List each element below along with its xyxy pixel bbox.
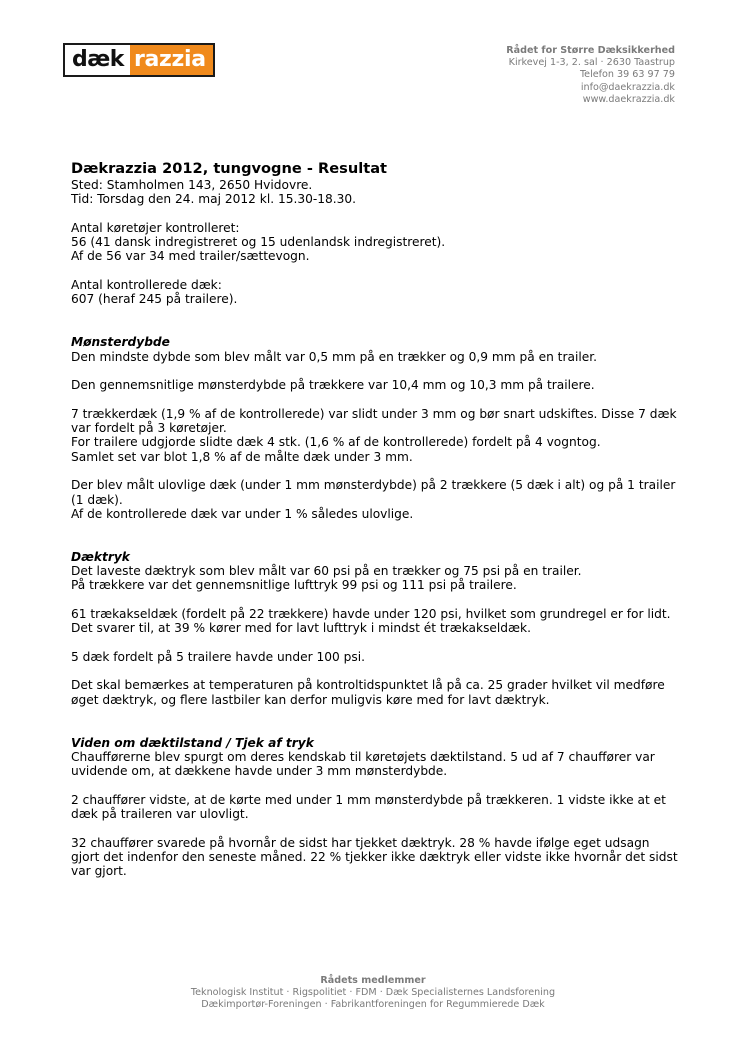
intro-vehicles-count: 56 (41 dansk indregistreret og 15 udenlandsk indregistreret). <box>71 235 446 250</box>
footer <box>0 975 746 1011</box>
document-body <box>71 160 681 879</box>
section-heading-knowledge: Viden om dæktilstand / Tjek af tryk <box>71 735 314 750</box>
footer-members-line: Teknologisk Institut · Rigspolitiet · FDM · Dæk Specialisternes Landsforening <box>190 987 556 998</box>
contact-phone: Telefon 39 63 97 79 <box>579 69 675 81</box>
contact-block <box>506 45 675 106</box>
daekrazzia-logo <box>63 43 215 77</box>
logo-text-razzia: razzia <box>130 45 213 75</box>
contact-address: Kirkevej 1-3, 2. sal · 2630 Taastrup <box>508 57 675 69</box>
intro-tyres-label: Antal kontrollerede dæk: <box>71 278 222 293</box>
tread-paragraph: Samlet set var blot 1,8 % af de målte dæk under 3 mm. <box>71 449 413 464</box>
intro-time: Tid: Torsdag den 24. maj 2012 kl. 15.30-18.30. <box>71 192 356 207</box>
pressure-paragraph: 61 trækakseldæk (fordelt på 22 trækkere) havde under 120 psi, hvilket som grundregel er for lidt. Det svarer til, at 39 % kører med for lavt lufttryk i mindst ét trækakseldæk. <box>71 606 671 636</box>
contact-web: www.daekrazzia.dk <box>582 93 675 105</box>
footer-members-line: Dækimportør-Foreningen · Fabrikantforeningen for Regummierede Dæk <box>201 999 545 1010</box>
pressure-paragraph: 5 dæk fordelt på 5 trailere havde under 100 psi. <box>71 649 365 664</box>
knowledge-paragraph: 2 chauffører vidste, at de kørte med under 1 mm mønsterdybde på trækkeren. 1 vidste ikke at et dæk på traileren var ulovligt. <box>71 792 666 822</box>
tread-paragraph: 7 trækkerdæk (1,9 % af de kontrollerede) var slidt under 3 mm og bør snart udskiftes. Disse 7 dæk var fordelt på 3 køretøjer. <box>71 406 677 436</box>
contact-org: Rådet for Større Dæksikkerhed <box>506 45 675 56</box>
pressure-paragraph: Det laveste dæktryk som blev målt var 60 psi på en trækker og 75 psi på en trailer. <box>71 564 582 579</box>
tread-paragraph: Den gennemsnitlige mønsterdybde på trækkere var 10,4 mm og 10,3 mm på trailere. <box>71 378 595 393</box>
contact-email: info@daekrazzia.dk <box>580 81 675 93</box>
intro-tyres-count: 607 (heraf 245 på trailere). <box>71 292 238 307</box>
intro-place: Sted: Stamholmen 143, 2650 Hvidovre. <box>71 178 313 192</box>
page-title: Dækrazzia 2012, tungvogne - Resultat <box>71 160 388 177</box>
tread-paragraph: For trailere udgjorde slidte dæk 4 stk. (1,6 % af de kontrollerede) fordelt på 4 vogntog. <box>71 435 601 450</box>
intro-vehicles-label: Antal køretøjer kontrolleret: <box>71 220 240 235</box>
section-heading-tread: Mønsterdybde <box>71 335 170 350</box>
pressure-paragraph: Det skal bemærkes at temperaturen på kontroltidspunktet lå på ca. 25 grader hvilket vil medføre øget dæktryk, og flere lastbiler kan derfor muligvis køre med for lavt dæktryk. <box>71 678 665 707</box>
footer-heading: Rådets medlemmer <box>320 975 426 986</box>
section-heading-pressure: Dæktryk <box>71 549 130 564</box>
tread-paragraph: Af de kontrollerede dæk var under 1 % således ulovlige. <box>71 506 414 521</box>
tread-paragraph: Der blev målt ulovlige dæk (under 1 mm mønsterdybde) på 2 trækkere (5 dæk i alt) og på 1 trailer (1 dæk). <box>71 478 676 507</box>
knowledge-paragraph: 32 chauffører svarede på hvornår de sidst har tjekket dæktryk. 28 % havde ifølge eget udsagn gjort det indenfor den seneste måned. 22 % tjekker ikke dæktryk eller vidste ikke hvornår det sidst var gjort. <box>71 835 678 879</box>
tread-paragraph: Den mindste dybde som blev målt var 0,5 mm på en trækker og 0,9 mm på en trailer. <box>71 349 597 364</box>
pressure-paragraph: På trækkere var det gennemsnitlige lufttryk 99 psi og 111 psi på trailere. <box>71 578 517 593</box>
knowledge-paragraph: Chaufførerne blev spurgt om deres kendskab til køretøjets dæktilstand. 5 ud af 7 chauffører var uvidende om, at dækkene havde under 3 mm mønsterdybde. <box>71 749 655 779</box>
logo-text-daek: dæk <box>65 45 130 75</box>
intro-vehicles-trailer: Af de 56 var 34 med trailer/sættevogn. <box>71 249 310 264</box>
